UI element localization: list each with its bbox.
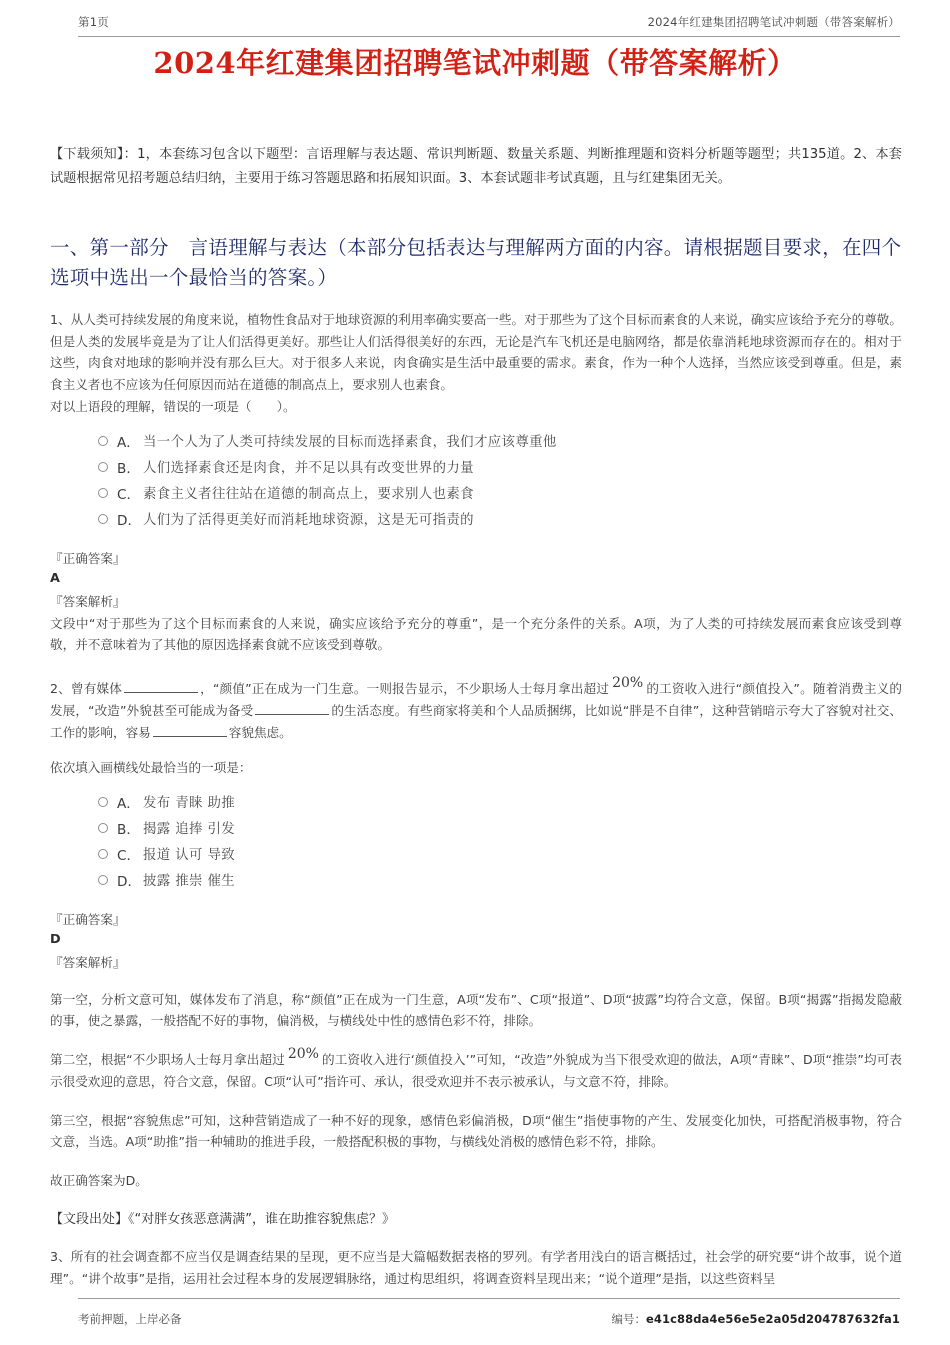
question-1-analysis-text: 文段中“对于那些为了这个目标而素食的人来说，确实应该给予充分的尊重”，是一个充分条件的关系。A项，为了人类的可持续发展而素食应该受到尊敬，并不意味着为了其他的原因选择素食就不应该受到尊敬。 [50, 615, 902, 652]
option-letter: C． [117, 847, 141, 864]
question-2-stem-part2: ，“颜值”正在成为一门生意。一则报告显示，不少职场人士每月拿出超过 [199, 680, 610, 696]
option-b[interactable] [98, 454, 902, 480]
page-running-header [78, 14, 900, 37]
radio-icon[interactable] [98, 462, 108, 472]
option-text: 素食主义者往往站在道德的制高点上，要求别人也素食 [143, 487, 474, 502]
option-letter: B． [117, 821, 140, 838]
radio-icon[interactable] [98, 797, 108, 807]
fill-blank-2[interactable] [255, 701, 329, 715]
radio-icon[interactable] [98, 875, 108, 885]
question-1 [50, 309, 902, 656]
question-2-analysis-label: 『答案解析』 [50, 954, 126, 970]
option-text: 揭露 追捧 引发 [143, 822, 236, 837]
question-2-stem-part4: 的生活态度。有些商家将美和个人品质捆绑，比如说“胖是不自律”，这种营销暗示夸大了容貌对社交、工作的影响，容易 [50, 703, 902, 740]
percent-value-1: 20% [612, 674, 644, 691]
option-letter: C． [117, 486, 141, 503]
footer-code-value: e41c88da4e56e5e2a05d204787632fa1 [646, 1312, 900, 1326]
option-text: 人们选择素食还是肉食，并不足以具有改变世界的力量 [143, 461, 474, 476]
question-2-prompt: 依次填入画横线处最恰当的一项是： [50, 760, 252, 775]
option-text: 当一个人为了人类可持续发展的目标而选择素食，我们才应该尊重他 [143, 435, 557, 450]
question-2-conclusion: 故正确答案为D。 [50, 1172, 148, 1188]
section-heading: 一、第一部分 言语理解与表达（本部分包括表达与理解两方面的内容。请根据题目要求，在四个选项中选出一个最恰当的答案。） [50, 236, 902, 289]
question-1-stem: 1、从人类可持续发展的角度来说，植物性食品对于地球资源的利用率确实要高一些。对于那些为了这个目标而素食的人来说，确实应该给予充分的尊敬。但是人类的发展毕竟是为了让人们活得更美好。那些让人们活得很美好的东西，无论是汽车飞机还是电脑网络，都是依靠消耗地球资源而存在的。相对于这些，肉食对地球的影响并没有那么巨大。对于很多人来说，肉食确实是生活中最重要的需求。素食，作为一种个人选择，当然应该受到尊重。但是，素食主义者也不应该为任何原因而站在道德的制高点上，要求别人也素食。 [50, 312, 902, 392]
option-b[interactable] [98, 815, 902, 841]
question-2-stem-part3: 的工资收入进行“颜值投入”。随着消费主义的发展，“改造”外貌甚至可能成为备受 [50, 680, 902, 718]
page-running-footer [78, 1298, 900, 1327]
question-2-answer-label: 『正确答案』 [50, 911, 126, 927]
question-1-analysis-label: 『答案解析』 [50, 593, 126, 609]
option-d[interactable] [98, 867, 902, 893]
running-title: 2024年红建集团招聘笔试冲刺题（带答案解析） [647, 15, 900, 29]
option-letter: D． [117, 873, 142, 890]
question-1-prompt: 对以上语段的理解，错误的一项是（ ）。 [50, 399, 296, 414]
page-number-label: 第1页 [78, 15, 109, 29]
radio-icon[interactable] [98, 514, 108, 524]
radio-icon[interactable] [98, 488, 108, 498]
question-1-options [98, 428, 902, 532]
question-2-analysis-3: 第三空，根据“容貌焦虑”可知，这种营销造成了一种不好的现象，感情色彩偏消极，D项“催生”指使事物的产生、发展变化加快，可搭配消极事物，符合文意，当选。A项“助推”指一种辅助的推进手段，一般搭配积极的事物，与横线处消极的感情色彩不符，排除。 [50, 1112, 902, 1149]
option-letter: A． [117, 434, 140, 451]
option-c[interactable] [98, 480, 902, 506]
document-title: 2024年红建集团招聘笔试冲刺题（带答案解析） [153, 46, 797, 80]
percent-value-2: 20% [287, 1045, 319, 1062]
question-2-analysis-2 [50, 1045, 902, 1093]
radio-icon[interactable] [98, 823, 108, 833]
analysis-2-part-a: 第二空，根据“不少职场人士每月拿出超过 [50, 1051, 285, 1067]
download-notice: 【下载须知】：1，本套练习包含以下题型：言语理解与表达题、常识判断题、数量关系题、判断推理题和资料分析题等题型；共135道。2、本套试题根据常见招考题总结归纳，主要用于练习答题思路和拓展知识面。3、本套试题非考试真题，且与红建集团无关。 [50, 147, 902, 186]
question-2-stem-part1: 2、曾有媒体 [50, 680, 122, 696]
fill-blank-1[interactable] [124, 679, 198, 693]
footer-code-group [612, 1311, 901, 1327]
question-3 [50, 1246, 902, 1289]
question-2-stem [50, 674, 902, 744]
footer-slogan: 考前押题，上岸必备 [78, 1312, 182, 1326]
option-c[interactable] [98, 841, 902, 867]
question-2-source: 【文段出处】《“对胖女孩恶意满满”，谁在助推容貌焦虑？》 [50, 1212, 395, 1227]
question-3-stem: 3、所有的社会调查都不应当仅是调查结果的呈现，更不应当是大篇幅数据表格的罗列。有学者用浅白的语言概括过，社会学的研究要“讲个故事，说个道理”。“讲个故事”是指，运用社会过程本身的发展逻辑脉络，通过构思组织，将调查资料呈现出来；“说个道理”是指，以这些资料呈 [50, 1249, 902, 1286]
option-a[interactable] [98, 428, 902, 454]
question-2-answer-value: D [50, 931, 61, 947]
option-a[interactable] [98, 789, 902, 815]
option-text: 披露 推崇 催生 [143, 874, 236, 889]
question-1-answer-label: 『正确答案』 [50, 550, 126, 566]
option-d[interactable] [98, 506, 902, 532]
document-body [50, 143, 902, 1289]
option-text: 报道 认可 导致 [143, 848, 236, 863]
question-1-answer-value: A [50, 570, 60, 586]
footer-code-label: 编号： [611, 1312, 646, 1326]
question-2-analysis-1: 第一空，分析文意可知，媒体发布了消息，称“颜值”正在成为一门生意，A项“发布”、C项“报道”、D项“披露”均符合文意，保留。B项“揭露”指揭发隐蔽的事，使之暴露，一般搭配不好的事物，偏消极，与横线处中性的感情色彩不符，排除。 [50, 991, 902, 1028]
option-text: 发布 青睐 助推 [143, 796, 236, 811]
question-2 [50, 674, 902, 1231]
radio-icon[interactable] [98, 849, 108, 859]
option-letter: D． [117, 512, 142, 529]
option-letter: A． [117, 795, 140, 812]
question-2-stem-part5: 容貌焦虑。 [228, 724, 292, 740]
radio-icon[interactable] [98, 436, 108, 446]
question-2-options [98, 789, 902, 893]
analysis-2-part-b: 的工资收入进行‘颜值投入’”可知，“改造”外貌成为当下很受欢迎的做法，A项“青睐”、D项“推崇”均可表示很受欢迎的意思，符合文意，保留。C项“认可”指许可、承认，很受欢迎并不表示被承认，与文意不符，排除。 [50, 1051, 902, 1089]
option-letter: B． [117, 460, 140, 477]
option-text: 人们为了活得更美好而消耗地球资源，这是无可指责的 [143, 513, 474, 528]
fill-blank-3[interactable] [153, 723, 227, 737]
